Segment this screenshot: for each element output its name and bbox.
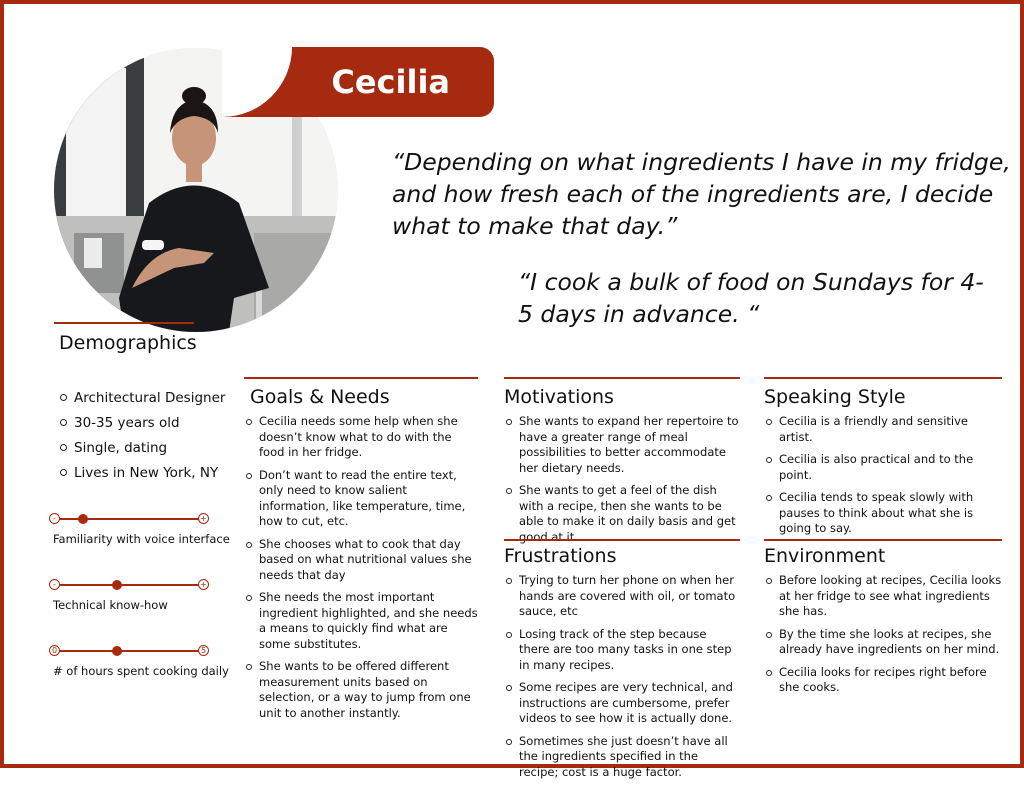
cooking-hours-slider-label: # of hours spent cooking daily: [53, 664, 229, 678]
list-item: Cecilia is a friendly and sensitive artist.: [764, 414, 1002, 445]
familiarity-slider: [49, 512, 209, 526]
section-title: Motivations: [504, 386, 614, 408]
list-item: Some recipes are very technical, and instructions are cumbersome, prefer videos to see how it is actually done.: [504, 680, 740, 727]
persona-quote-2: “I cook a bulk of food on Sundays for 4-5 days in advance. “: [518, 268, 984, 328]
goals-needs-section: [244, 377, 478, 728]
list-item: Trying to turn her phone on when her hands are covered with oil, or tomato sauce, etc: [504, 573, 740, 620]
environment-section: [764, 539, 1002, 703]
list-item: Cecilia is also practical and to the point.: [764, 452, 1002, 483]
goals-list: [244, 414, 478, 721]
section-divider: [764, 377, 1002, 379]
list-item: She wants to get a feel of the dish with a recipe, then she wants to be able to make it on daily basis and get good at it.: [504, 483, 740, 545]
slider-max-label: +: [198, 513, 209, 524]
motivations-section: [504, 377, 740, 552]
cooking-hours-slider: [49, 644, 209, 658]
familiarity-slider-label: Familiarity with voice interface: [53, 532, 230, 546]
slider-knob: [112, 580, 122, 590]
list-item: Architectural Designer: [60, 388, 225, 413]
slider-min-label: -: [49, 513, 60, 524]
section-divider: [244, 377, 478, 379]
persona-quote-1: “Depending on what ingredients I have in my fridge, and how fresh each of the ingredients are, I decide what to make that day.”: [392, 148, 1011, 240]
list-item: Cecilia tends to speak slowly with pauses to think about what she is going to say.: [764, 490, 1002, 537]
list-item: She wants to be offered different measurement units based on selection, or a way to jump from one unit to another instantly.: [244, 659, 478, 721]
persona-name-banner: [222, 47, 494, 117]
list-item: Single, dating: [60, 438, 225, 463]
list-item: Cecilia needs some help when she doesn’t know what to do with the food in her fridge.: [244, 414, 478, 461]
list-item: 30-35 years old: [60, 413, 225, 438]
frustrations-list: [504, 573, 740, 780]
slider-max-label: 5: [198, 645, 209, 656]
technical-knowhow-slider-label: Technical know-how: [53, 598, 168, 612]
slider-min-label: 0: [49, 645, 60, 656]
list-item: Don’t want to read the entire text, only need to know salient information, like temperature, time, how to cut, etc.: [244, 468, 478, 530]
section-divider: [504, 377, 740, 379]
slider-min-label: -: [49, 579, 60, 590]
section-title: Frustrations: [504, 545, 617, 567]
persona-name: Cecilia: [331, 63, 450, 101]
list-item: She chooses what to cook that day based on what nutritional values she needs that day: [244, 537, 478, 584]
list-item: Cecilia looks for recipes right before she cooks.: [764, 665, 1002, 696]
frustrations-section: [504, 539, 740, 787]
demographics-divider: [54, 322, 194, 324]
slider-knob: [112, 646, 122, 656]
speaking-list: [764, 414, 1002, 537]
slider-knob: [78, 514, 88, 524]
slider-max-label: +: [198, 579, 209, 590]
slider-track: [57, 584, 201, 586]
environment-list: [764, 573, 1002, 696]
section-title: Speaking Style: [764, 386, 906, 408]
demographics-title: Demographics: [59, 332, 197, 354]
section-divider: [504, 539, 740, 541]
list-item: She needs the most important ingredient highlighted, and she needs a means to quickly find what are some substitutes.: [244, 590, 478, 652]
list-item: By the time she looks at recipes, she already have ingredients on her mind.: [764, 627, 1002, 658]
demographics-list: [60, 388, 225, 488]
list-item: Before looking at recipes, Cecilia looks at her fridge to see what ingredients she has.: [764, 573, 1002, 620]
list-item: Losing track of the step because there are too many tasks in one step in many recipes.: [504, 627, 740, 674]
list-item: She wants to expand her repertoire to have a greater range of meal possibilities to better accommodate her dietary needs.: [504, 414, 740, 476]
speaking-style-section: [764, 377, 1002, 544]
list-item: Lives in New York, NY: [60, 463, 225, 488]
slider-track: [57, 650, 201, 652]
technical-knowhow-slider: [49, 578, 209, 592]
section-divider: [764, 539, 1002, 541]
section-title: Environment: [764, 545, 886, 567]
section-title: Goals & Needs: [250, 386, 390, 408]
list-item: Sometimes she just doesn’t have all the ingredients specified in the recipe; cost is a huge factor.: [504, 734, 740, 781]
motivations-list: [504, 414, 740, 545]
